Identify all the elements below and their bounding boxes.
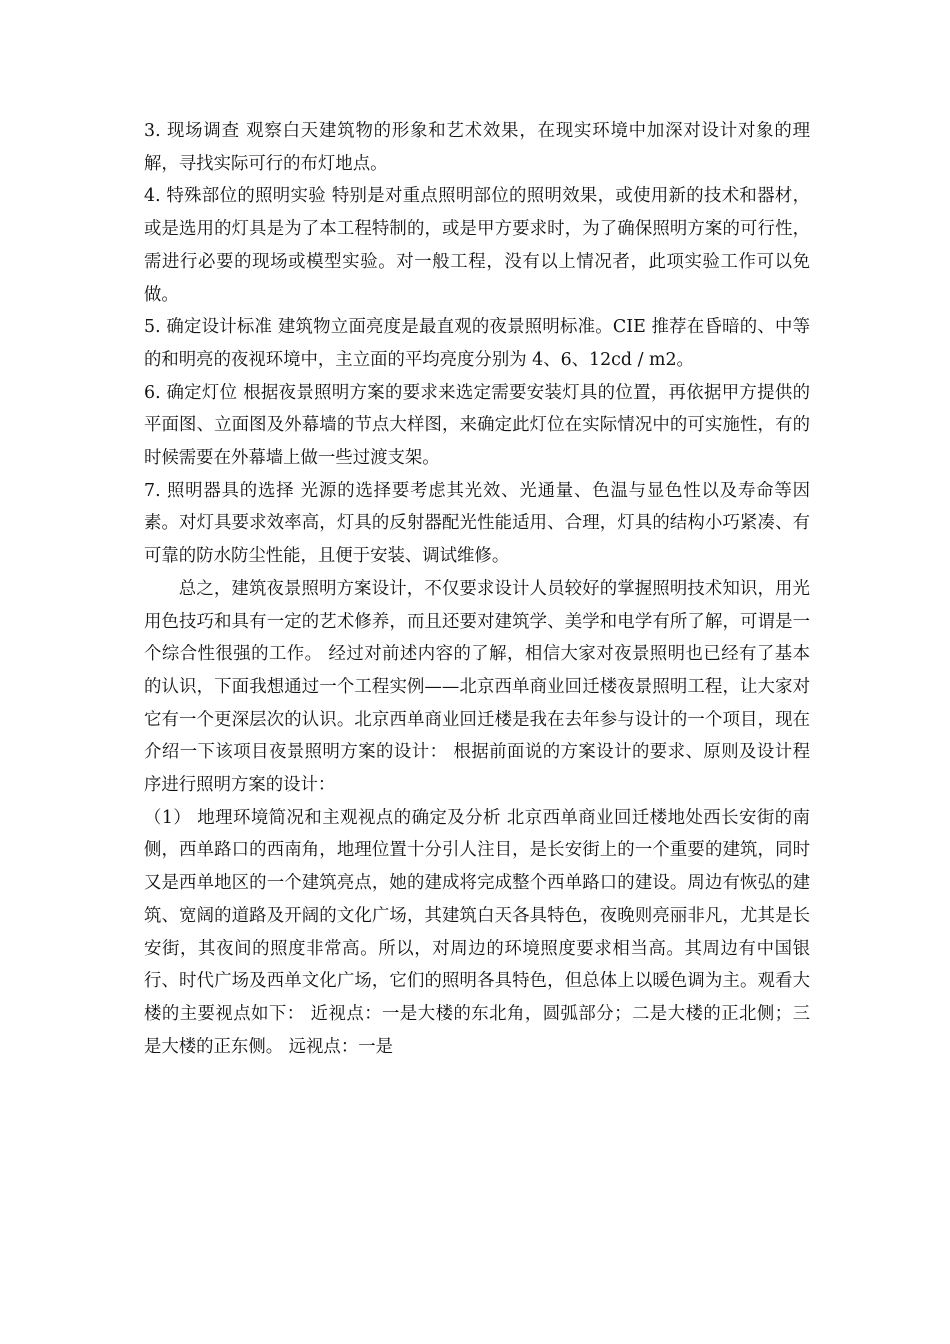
paragraph-fixture-selection: 7. 照明器具的选择 光源的选择要考虑其光效、光通量、色温与显色性以及寿命等因素。对灯具要求效率高，灯具的反射器配光性能适用、合理，灯具的结构小巧紧凑、有可靠的防水防尘性能，且便于安装、调试维修。 (144, 480, 810, 567)
paragraph-site-survey: 3. 现场调查 观察白天建筑物的形象和艺术效果，在现实环境中加深对设计对象的理解，寻找实际可行的布灯地点。 (144, 121, 810, 174)
paragraph-lighting-experiment: 4. 特殊部位的照明实验 特别是对重点照明部位的照明效果，或使用新的技术和器材，或是选用的灯具是为了本工程特制的，或是甲方要求时，为了确保照明方案的可行性，需进行必要的现场或模型实验。对一般工程，没有以上情况者，此项实验工作可以免做。 (144, 186, 810, 305)
paragraph-lamp-position: 6. 确定灯位 根据夜景照明方案的要求来选定需要安装灯具的位置，再依据甲方提供的平面图、立面图及外幕墙的节点大样图，来确定此灯位在实际情况中的可实施性，有的时候需要在外幕墙上做一些过渡支架。 (144, 382, 810, 469)
paragraph-geographic-environment: （1） 地理环境简况和主观视点的确定及分析 北京西单商业回迁楼地处西长安街的南侧，西单路口的西南角，地理位置十分引人注目，是长安街上的一个重要的建筑，同时又是西单地区的一个建筑亮点，她的建成将完成整个西单路口的建设。周边有恢弘的建筑、宽阔的道路及开阔的文化广场，其建筑白天各具特色，夜晚则亮丽非凡，尤其是长安街，其夜间的照度非常高。所以，对周边的环境照度要求相当高。其周边有中国银行、时代广场及西单文化广场，它们的照明各具特色，但总体上以暖色调为主。观看大楼的主要视点如下： 近视点：一是大楼的东北角，圆弧部分；二是大楼的正北侧；三是大楼的正东侧。 远视点：一是 (144, 807, 810, 1057)
document-page (144, 115, 810, 1063)
paragraph-design-standard: 5. 确定设计标准 建筑物立面亮度是最直观的夜景照明标准。CIE 推荐在昏暗的、中等的和明亮的夜视环境中，主立面的平均亮度分别为 4、6、12cd / m2。 (144, 317, 810, 370)
paragraph-summary: 总之，建筑夜景照明方案设计，不仅要求设计人员较好的掌握照明技术知识，用光用色技巧和具有一定的艺术修养，而且还要对建筑学、美学和电学有所了解，可谓是一个综合性很强的工作。 经过对前述内容的了解，相信大家对夜景照明也已经有了基本的认识，下面我想通过一个工程实例——北京西单商业回迁楼夜景照明工程，让大家对它有一个更深层次的认识。北京西单商业回迁楼是我在去年参与设计的一个项目，现在介绍一下该项目夜景照明方案的设计： 根据前面说的方案设计的要求、原则及设计程序进行照明方案的设计： (144, 578, 810, 796)
